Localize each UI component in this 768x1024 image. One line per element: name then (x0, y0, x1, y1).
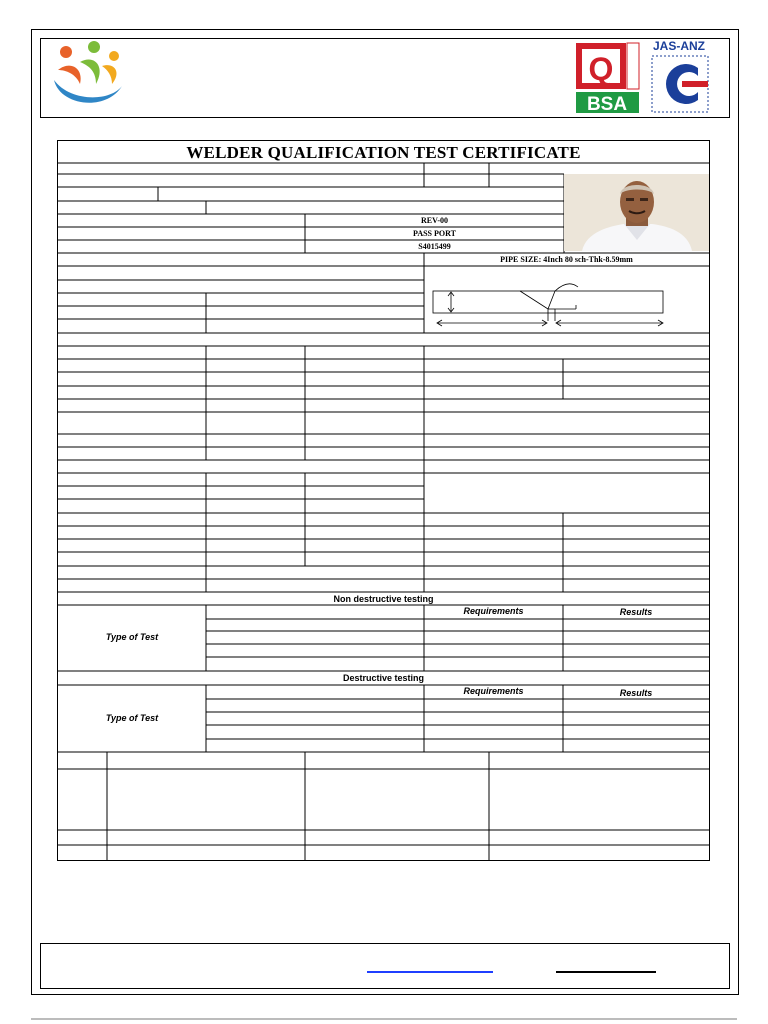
ndt-requirements-header: Requirements (463, 606, 524, 616)
ndt-results-header: Results (619, 607, 653, 617)
bsa-text: BSA (586, 94, 628, 114)
company-logo (50, 40, 128, 112)
ndt-type-of-test-label: Type of Test (105, 632, 159, 642)
joint-sketch (433, 284, 663, 326)
passport-label: PASS PORT (413, 229, 456, 238)
bsa-letter-text: Q (588, 51, 614, 87)
certificate-form (57, 140, 710, 861)
dt-section-title: Destructive testing (342, 673, 425, 683)
welder-photo (564, 174, 709, 251)
passport-number: S4015499 (418, 242, 451, 251)
certificate-title: WELDER QUALIFICATION TEST CERTIFICATE (186, 143, 581, 162)
page-bottom-rule (31, 1018, 737, 1020)
dt-requirements-header: Requirements (463, 686, 524, 696)
jas-anz-text: JAS-ANZ (652, 39, 706, 53)
footer-signature-line (556, 971, 656, 973)
footer-link-underline[interactable] (367, 971, 493, 973)
dt-results-header: Results (619, 688, 653, 698)
footer-box (40, 943, 730, 989)
ndt-section-title: Non destructive testing (333, 594, 434, 604)
dt-type-of-test-label: Type of Test (105, 713, 159, 723)
jas-anz-logo (646, 38, 712, 114)
revision-text: REV-00 (421, 216, 448, 225)
pipe-size-text: PIPE SIZE: 4Inch 80 sch-Thk-8.59mm (500, 255, 633, 264)
bsa-logo (575, 42, 641, 114)
welder-portrait (564, 174, 709, 251)
